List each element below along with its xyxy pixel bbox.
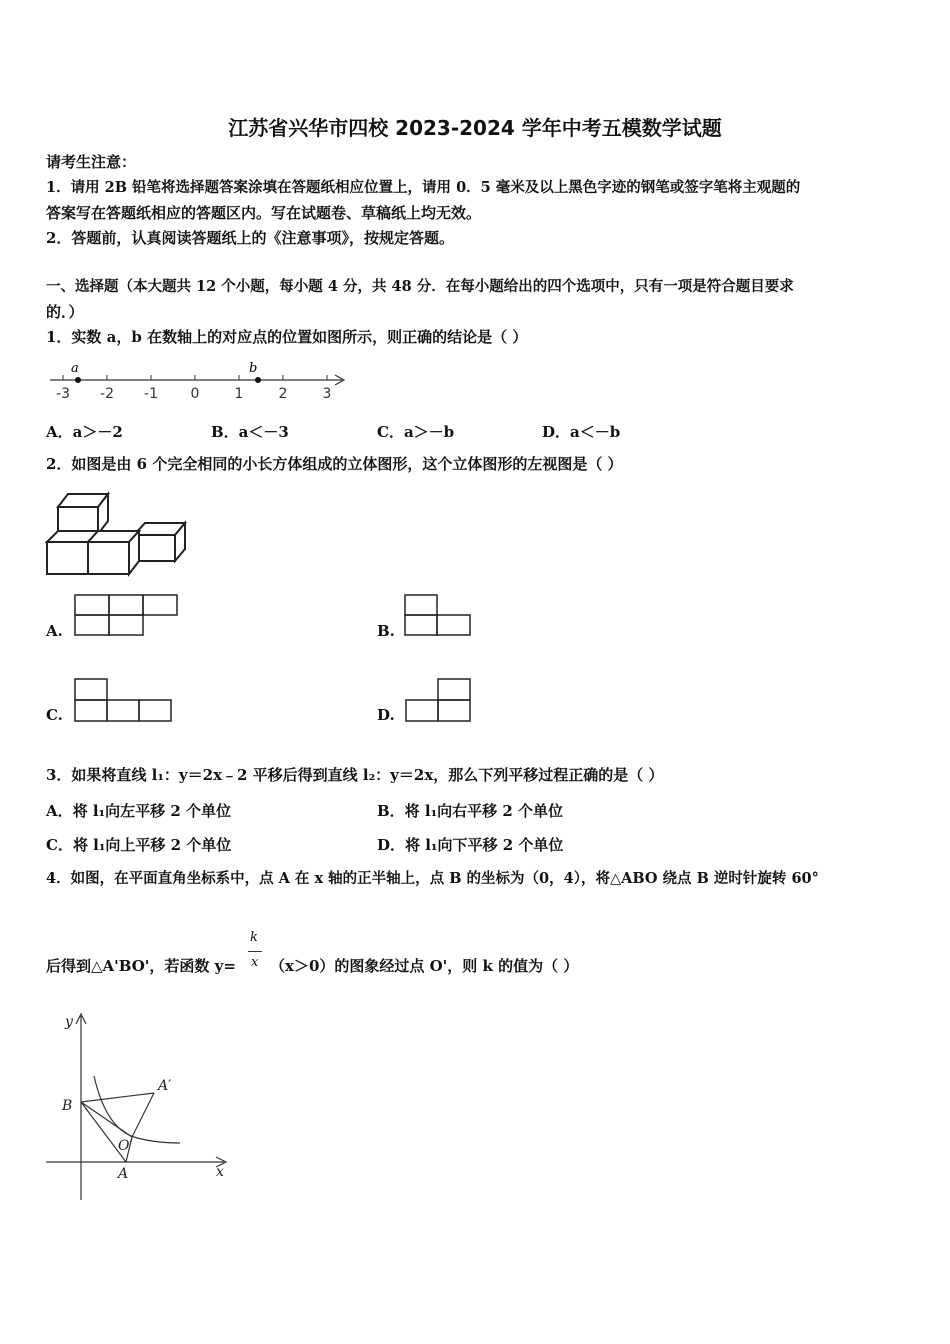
tick-label: 3 bbox=[322, 386, 332, 402]
point-a-label: A bbox=[118, 1166, 129, 1182]
q2-stem: 2．如图是由 6 个完全相同的小长方体组成的立体图形，这个立体图形的左视图是（ ） bbox=[46, 455, 623, 473]
tick-label: -2 bbox=[100, 386, 114, 402]
fraction-bar bbox=[248, 951, 262, 952]
q2-option-d-view[interactable] bbox=[404, 678, 476, 724]
point-a-label: a bbox=[71, 361, 79, 376]
tick-label: 0 bbox=[190, 386, 200, 402]
q3-option-b[interactable]: B．将 l₁向右平移 2 个单位 bbox=[377, 802, 564, 820]
q1-option-d[interactable]: D．a＜－b bbox=[542, 423, 621, 441]
fraction-denominator: x bbox=[251, 955, 259, 970]
number-line-figure bbox=[46, 360, 356, 402]
q4-stem-line-2-pre: 后得到△A'BO'，若函数 y= bbox=[46, 957, 236, 975]
point-o-prime-label: O′ bbox=[118, 1138, 133, 1154]
q4-stem-line-2-post: （x＞0）的图象经过点 O'，则 k 的值为（ ） bbox=[270, 957, 579, 975]
q2-option-b-view[interactable] bbox=[404, 594, 476, 638]
point-b-label: b bbox=[249, 361, 258, 376]
q1-option-a[interactable]: A．a＞－2 bbox=[46, 423, 123, 441]
q2-option-a-view[interactable] bbox=[74, 594, 180, 638]
q2-option-d-label[interactable]: D. bbox=[377, 706, 395, 724]
q4-stem-line-1: 4．如图，在平面直角坐标系中，点 A 在 x 轴的正半轴上，点 B 的坐标为（0，4），将△ABO 绕点 B 逆时针旋转 60° bbox=[46, 870, 819, 887]
y-axis-label: y bbox=[65, 1014, 73, 1030]
tick-label: -1 bbox=[144, 386, 158, 402]
section-heading-line-1: 一、选择题（本大题共 12 个小题，每小题 4 分，共 48 分．在每小题给出的四个选项中，只有一项是符合题目要求 bbox=[46, 278, 794, 295]
coordinate-figure bbox=[44, 1010, 234, 1202]
notice-line-2: 答案写在答题纸相应的答题区内。写在试题卷、草稿纸上均无效。 bbox=[46, 204, 482, 222]
q1-option-b[interactable]: B．a＜－3 bbox=[211, 423, 289, 441]
q3-stem: 3．如果将直线 l₁：y＝2x﹣2 平移后得到直线 l₂：y＝2x，那么下列平移过程正确的是（ ） bbox=[46, 766, 664, 784]
section-heading-line-2: 的．） bbox=[46, 303, 84, 321]
q2-option-b-label[interactable]: B. bbox=[377, 622, 395, 640]
tick-label: 2 bbox=[278, 386, 288, 402]
point-b bbox=[255, 377, 261, 383]
tick-label: 1 bbox=[234, 386, 244, 402]
q3-option-c[interactable]: C．将 l₁向上平移 2 个单位 bbox=[46, 836, 232, 854]
x-axis-label: x bbox=[216, 1164, 224, 1180]
notice-line-1: 1．请用 2B 铅笔将选择题答案涂填在答题纸相应位置上，请用 0．5 毫米及以上黑色字迹的钢笔或签字笔将主观题的 bbox=[46, 179, 801, 196]
page-title: 江苏省兴华市四校 2023-2024 学年中考五模数学试题 bbox=[228, 116, 722, 140]
q3-option-d[interactable]: D．将 l₁向下平移 2 个单位 bbox=[377, 836, 564, 854]
q1-option-c[interactable]: C．a＞－b bbox=[377, 423, 455, 441]
point-b-label: B bbox=[62, 1098, 73, 1114]
notice-heading: 请考生注意： bbox=[46, 153, 137, 171]
fraction-numerator: k bbox=[250, 930, 258, 945]
q2-option-c-view[interactable] bbox=[74, 678, 176, 724]
q1-stem: 1．实数 a，b 在数轴上的对应点的位置如图所示，则正确的结论是（ ） bbox=[46, 328, 528, 346]
notice-line-3: 2．答题前，认真阅读答题纸上的《注意事项》，按规定答题。 bbox=[46, 229, 454, 247]
q2-option-a-label[interactable]: A. bbox=[46, 622, 63, 640]
cuboid-solid-figure bbox=[44, 490, 196, 578]
point-a bbox=[75, 377, 81, 383]
q2-option-c-label[interactable]: C. bbox=[46, 706, 63, 724]
tick-label: -3 bbox=[56, 386, 70, 402]
point-a-prime-label: A′ bbox=[158, 1078, 172, 1094]
q3-option-a[interactable]: A．将 l₁向左平移 2 个单位 bbox=[46, 802, 232, 820]
